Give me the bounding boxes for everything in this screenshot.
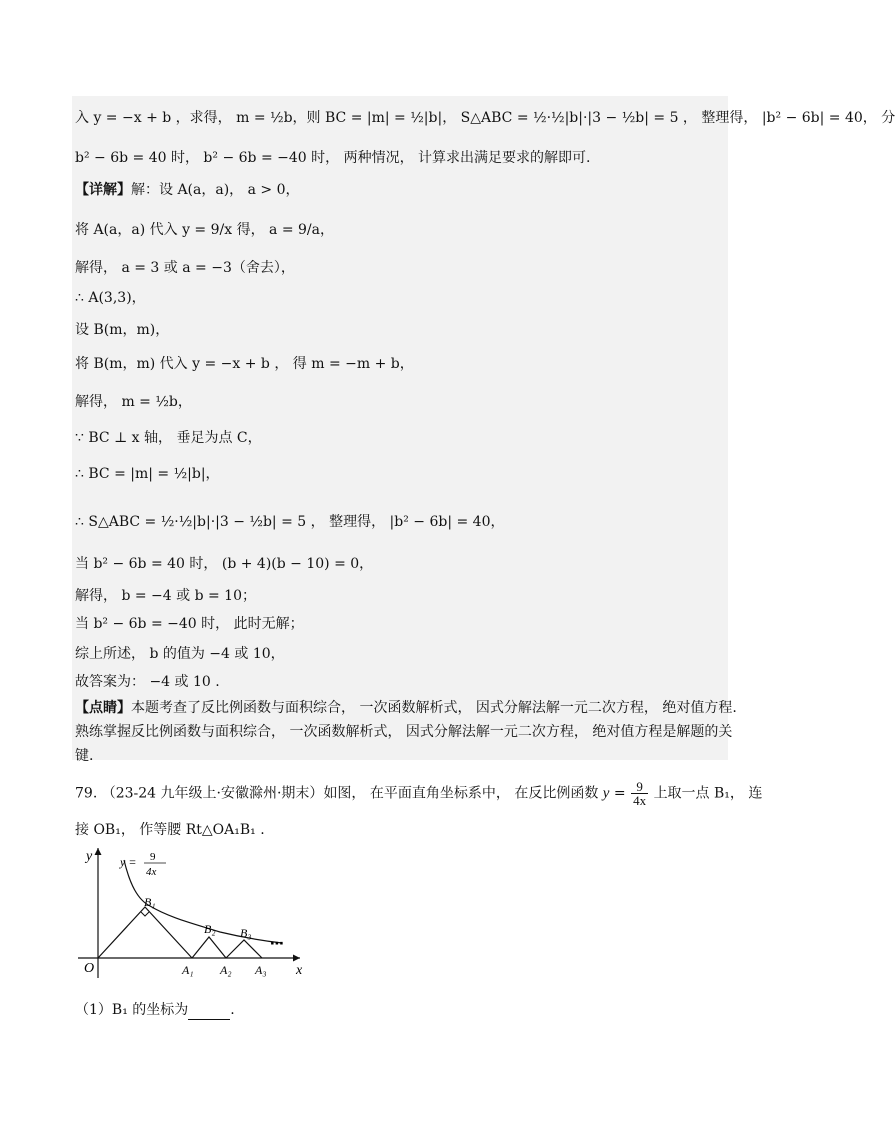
problem-line-1: 79. （23-24 九年级上·安徽滁州·期末）如图， 在平面直角坐标系中， 在反比例函数 y = $\frac{9}{4x}$ 上取一点 B₁， 连 [75,779,763,808]
curve-label-lhs: y = [120,855,137,869]
curve-label-den: 4x [146,866,157,878]
problem-text-b: 上取一点 [653,785,710,802]
problem-text-a: 如图， 在平面直角坐标系中， 在反比例函数 [323,785,599,802]
solution-line-15: 当 b² − 6b = −40 时， 此时无解； [75,616,304,632]
solution-line-4: 将 A(a，a) 代入 y = 9/x 得， a = 9/a， [75,222,334,238]
right-angle-mark [141,912,149,916]
solution-line-10: ∵ BC ⊥ x 轴， 垂足为点 C， [75,430,262,446]
solution-line-14: 解得， b = −4 或 b = 10； [75,588,256,604]
solution-line-2: b² − 6b = 40 时， b² − 6b = −40 时， 两种情况， 计算求出满足要求的解即可. [75,150,591,166]
q1-end: . [230,1002,235,1018]
q1-prefix: （1） [75,1002,112,1018]
answer-blank[interactable] [188,1005,230,1020]
label-b2: B₂ [204,922,216,936]
solution-line-1: 入 y = −x + b ，求得， m = ½b，则 BC = |m| = ½|b|， S△ABC = ½·½|b|·|3 − ½b| = 5 ， 整理得， |b² − 6b| = 40， 分 [75,110,895,126]
y-axis-label: y [86,849,93,864]
function-graph [70,840,310,985]
solution-line-9: 解得， m = ½b， [75,394,192,410]
label-b1: B₁ [144,895,156,909]
solution-line-17: 故答案为： −4 或 10 . [75,674,220,690]
q1-text: B₁ 的坐标为 [111,1002,189,1018]
problem-line-2: 接 OB₁， 作等腰 Rt△OA₁B₁ . [75,822,265,838]
solution-line-11: ∴ BC = |m| = ½|b|， [75,466,220,482]
curve-label-num: 9 [150,851,156,863]
question-1 [75,1000,235,1020]
triangle-a1a2b2 [192,937,226,958]
solution-line-8: 将 B(m，m) 代入 y = −x + b ， 得 m = −m + b， [75,356,414,372]
label-a3: A₃ [255,963,267,977]
problem-source: （23-24 九年级上·安徽滁州·期末） [101,785,324,802]
comment-tag: 【点睛】 [75,700,131,716]
solution-line-19: 熟练掌握反比例函数与面积综合， 一次函数解析式， 因式分解法解一元二次方程， 绝对值方程是解题的关 [75,724,733,740]
comment-text: 本题考查了反比例函数与面积综合， 一次函数解析式， 因式分解法解一元二次方程， 绝对值方程. [131,700,737,716]
solution-line-6: ∴ A(3,3)， [75,290,146,306]
problem-number: 79. [75,785,98,802]
continuation-dots: ⋯ [270,936,284,952]
solution-line-12: ∴ S△ABC = ½·½|b|·|3 − ½b| = 5 ， 整理得， |b² − 6b| = 40， [75,514,505,530]
solution-line-20: 键. [75,748,94,764]
solution-line-16: 综上所述， b 的值为 −4 或 10， [75,646,285,662]
label-a2: A₂ [220,963,232,977]
triangle-a2a3b3 [226,940,262,958]
solution-line-5: 解得， a = 3 或 a = −3（舍去）， [75,260,295,276]
detail-text: 解：设 A(a，a)， a > 0， [131,182,300,198]
origin-label: O [84,961,95,976]
solution-line-13: 当 b² − 6b = 40 时， (b + 4)(b − 10) = 0， [75,556,374,572]
solution-line-7: 设 B(m，m)， [75,322,170,338]
detail-line [75,180,300,200]
problem-text-c: ， 连 [729,785,763,802]
detail-tag: 【详解】 [75,182,131,198]
label-b3: B₃ [240,926,252,940]
comment-line [75,698,737,718]
problem-point: B₁ [714,785,730,802]
label-a1: A₁ [182,963,194,977]
function-fraction: $\frac{9}{4x}$ [633,779,647,808]
triangle-oa1b1 [98,907,192,958]
x-axis-label: x [296,963,303,978]
